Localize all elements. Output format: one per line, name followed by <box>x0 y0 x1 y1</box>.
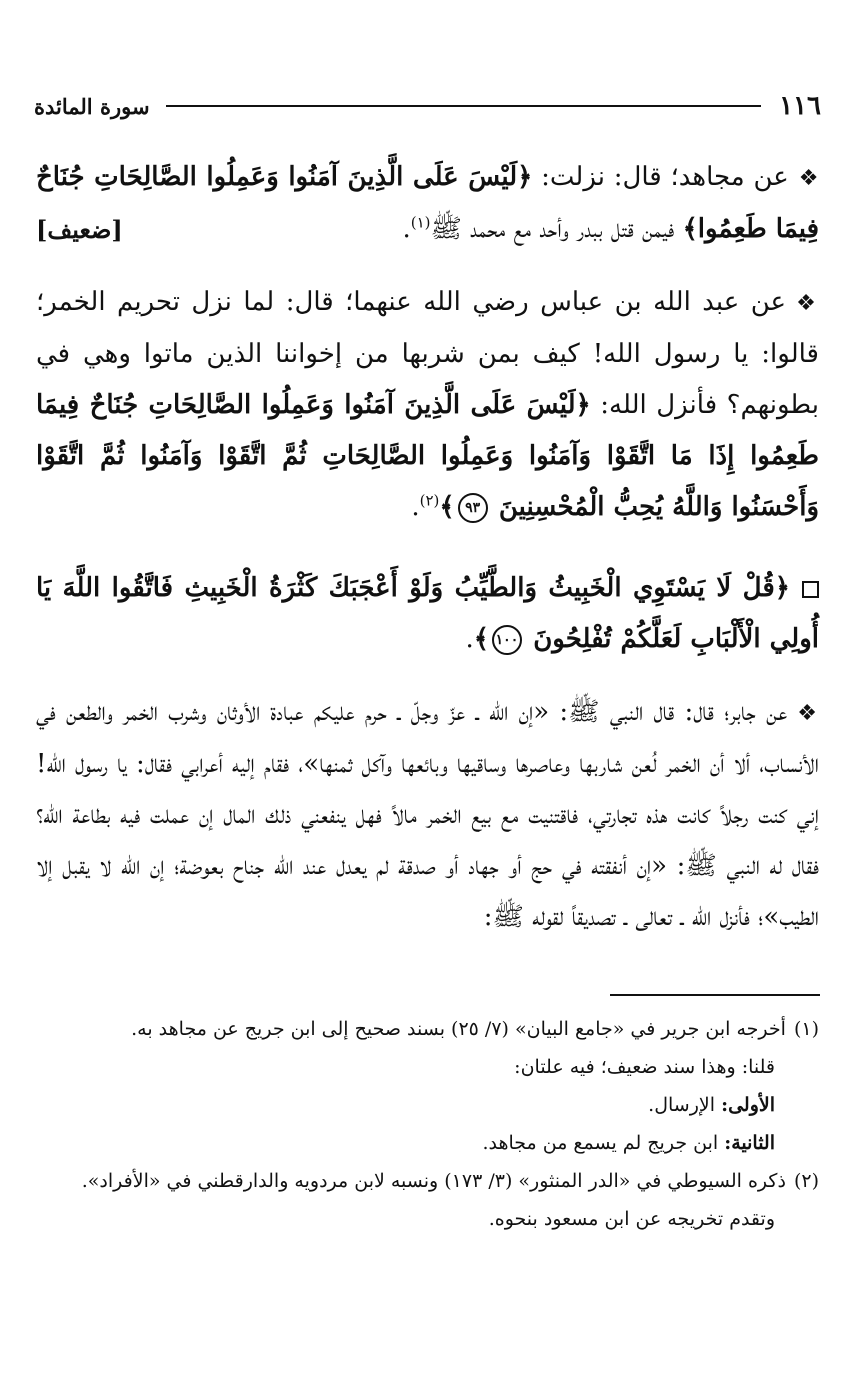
footnotes <box>36 1010 819 1238</box>
header-rule <box>166 105 762 107</box>
page-header <box>34 86 821 126</box>
narration-text: عن مجاهد؛ قال: نزلت: <box>532 162 789 192</box>
ayah-number-icon: ١٠٠ <box>492 625 522 655</box>
narration-text: عن عبد الله بن عباس رضي الله عنهما؛ قال: لما نزل تحريم الخمر؛ قالوا: يا رسول الله! كيف بمن شربها من إخواننا الذين ماتوا وهي في بطونهم؟ فأنزل الله: <box>36 287 819 420</box>
ayah-number-icon: ٩٣ <box>458 493 488 523</box>
paragraph-ibn-abbas <box>36 277 819 533</box>
bullet-icon: ❖ <box>796 291 819 316</box>
footnote-number: (٢) <box>793 1170 819 1192</box>
sentence-end: . <box>402 214 411 244</box>
footnote-separator <box>610 994 820 996</box>
footnote-text: ذكره السيوطي في «الدر المنثور» (٣/ ١٧٣) ونسبه لابن مردويه والدارقطني في «الأفراد». <box>81 1170 786 1192</box>
page-number: ١١٦ <box>779 91 821 121</box>
quran-verse: ﴿لَيْسَ عَلَى الَّذِينَ آمَنُوا وَعَمِلُوا الصَّالِحَاتِ جُنَاحٌ فِيمَا طَعِمُوا﴾ <box>36 162 819 244</box>
footnote-1-second <box>36 1124 819 1162</box>
footnote-1 <box>36 1010 819 1048</box>
footnote-ref: (١) <box>410 213 431 232</box>
footnote-text: ابن جريج لم يسمع من مجاهد. <box>482 1132 725 1154</box>
quran-verse: ﴿لَيْسَ عَلَى الَّذِينَ آمَنُوا وَعَمِلُوا الصَّالِحَاتِ جُنَاحٌ فِيمَا طَعِمُوا إِذَا مَا اتَّقَوْا وَآمَنُوا وَعَمِلُوا الصَّالِحَاتِ ثُمَّ اتَّقَوْا وَآمَنُوا ثُمَّ اتَّقَوْا وَأَحْسَنُوا وَاللَّهُ يُحِبُّ الْمُحْسِنِينَ <box>36 390 819 522</box>
footnote-number: (١) <box>793 1018 819 1040</box>
quran-close: ﴾ <box>439 492 455 522</box>
paragraph-verse-100 <box>36 563 819 665</box>
narration-text: فيمن قتل ببدر وأحد مع محمد ﷺ <box>430 214 683 244</box>
quran-close: ﴾ <box>473 624 489 654</box>
quran-verse: ﴿قُلْ لَا يَسْتَوِي الْخَبِيثُ وَالطَّيِّبُ وَلَوْ أَعْجَبَكَ كَثْرَةُ الْخَبِيثِ فَاتَّقُوا اللَّهَ يَا أُولِي الْأَلْبَابِ لَعَلَّكُمْ تُفْلِحُونَ <box>36 573 819 654</box>
footnote-text: أخرجه ابن جرير في «جامع البيان» (٧/ ٢٥) بسند صحيح إلى ابن جريج عن مجاهد به. <box>131 1018 786 1040</box>
footnote-2-note: وتقدم تخريجه عن ابن مسعود بنحوه. <box>488 1208 775 1230</box>
footnote-label: الأولى: <box>721 1094 775 1116</box>
paragraph-mujahid <box>36 152 819 255</box>
bullet-icon: ❖ <box>797 701 819 726</box>
footnote-ref: (٢) <box>419 491 440 510</box>
footnote-1-note: قلنا: وهذا سند ضعيف؛ فيه علتان: <box>514 1056 775 1078</box>
spacer <box>36 533 819 563</box>
footnote-text: الإرسال. <box>648 1094 722 1116</box>
grade-badge: [ضعيف] <box>36 215 123 244</box>
footnote-2 <box>36 1162 819 1200</box>
spacer <box>36 255 819 277</box>
sentence-end: . <box>465 624 474 654</box>
narration-text: عن جابر؛ قال: قال النبي ﷺ: «إن الله ـ عزّ وجلّ ـ حرم عليكم عبادة الأوثان وشرب الخمر والطعن في الأنساب، ألا أن الخمر لُعن شاربها وعاصرها وساقيها وبائعها وآكل ثمنها»، فقام إليه أعرابي فقال: يا رسول الله! إني كنت رجلاً كانت هذه تجارتي، فاقتنيت مع بيع الخمر مالاً فهل ينفعني ذلك المال إن عملت فيه بطاعة الله؟ فقال له النبي ﷺ: «إن أنفقته في حج أو جهاد أو صدقة لم يعدل عند الله جناح بعوضة؛ إن الله لا يقبل إلا الطيب»؛ فأنزل الله ـ تعالى ـ تصديقاً لقوله ﷺ: <box>36 697 819 932</box>
surah-title: سورة المائدة <box>34 93 150 119</box>
paragraph-jabir <box>36 687 819 943</box>
square-bullet-icon <box>802 581 819 598</box>
bullet-icon: ❖ <box>798 166 819 191</box>
main-text <box>36 152 819 943</box>
spacer <box>36 665 819 687</box>
footnote-1-first <box>36 1086 819 1124</box>
sentence-end: . <box>411 492 420 522</box>
footnote-label: الثانية: <box>724 1132 775 1154</box>
